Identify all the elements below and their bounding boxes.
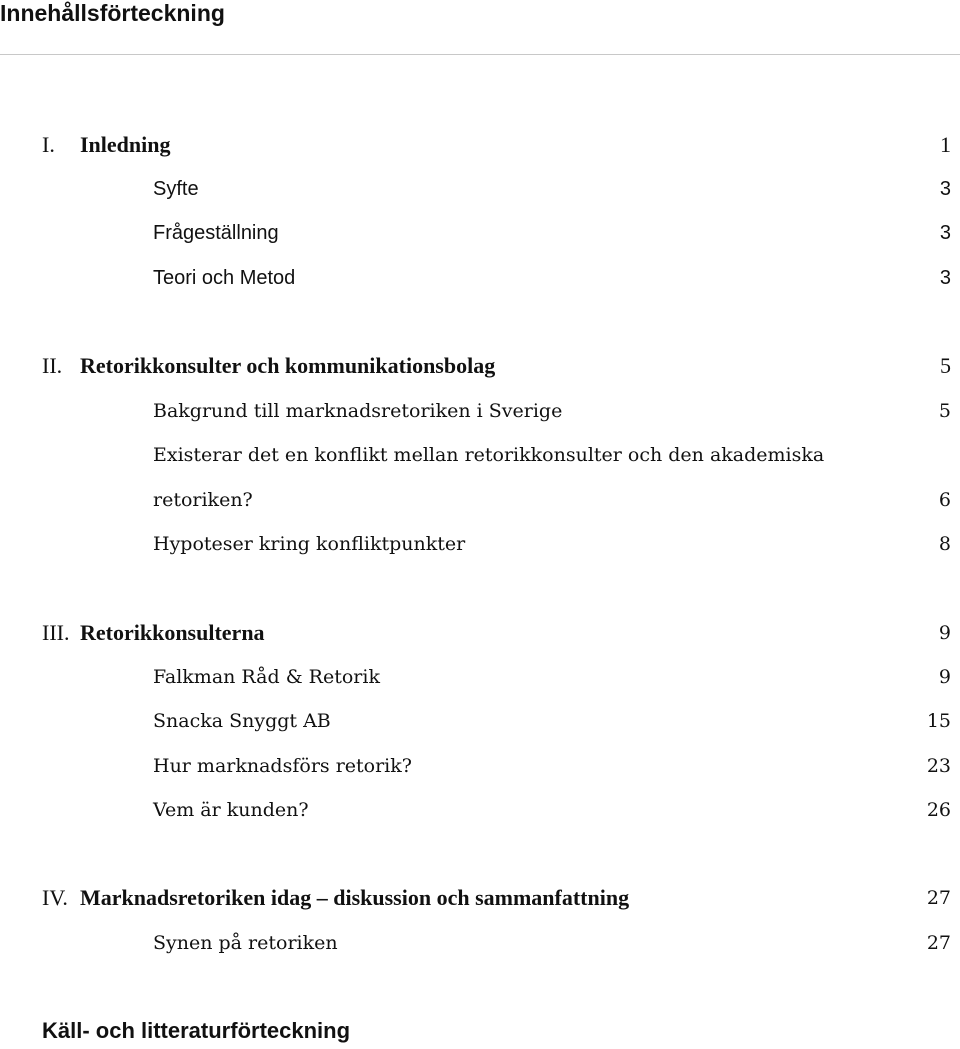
section-title: Retorikkonsulter och kommunikationsbolag (80, 353, 496, 378)
toc-item-falkman[interactable] (0, 662, 960, 692)
page-number: 23 (926, 755, 951, 777)
page-number: 5 (940, 353, 951, 378)
section-title: Retorikkonsulterna (80, 620, 265, 645)
page-number: 27 (926, 932, 951, 954)
toc-item-bakgrund[interactable] (0, 396, 960, 426)
toc-section-4[interactable] (0, 883, 960, 913)
toc-item-synen[interactable] (0, 928, 960, 958)
item-label-continuation: retoriken? (153, 489, 253, 511)
item-label: Snacka Snyggt AB (153, 710, 331, 732)
item-label: Vem är kunden? (153, 799, 309, 821)
toc-section-2[interactable] (0, 351, 960, 381)
section-numeral: II. (42, 353, 63, 378)
page-number: 5 (938, 400, 951, 422)
toc-item-hypoteser[interactable] (0, 529, 960, 559)
toc-item-teori-och-metod[interactable] (0, 263, 960, 293)
toc-item-konflikt[interactable] (0, 440, 960, 470)
section-numeral: III. (42, 620, 70, 645)
page-number: 9 (938, 666, 951, 688)
toc-item-snacka-snyggt[interactable] (0, 706, 960, 736)
toc-section-3[interactable] (0, 618, 960, 648)
toc-item-kunden[interactable] (0, 795, 960, 825)
section-numeral: I. (42, 132, 55, 157)
section-title: Marknadsretoriken idag – diskussion och sammanfattning (80, 885, 630, 910)
toc-item-syfte[interactable] (0, 174, 960, 204)
section-numeral: IV. (42, 885, 68, 910)
item-label: Falkman Råd & Retorik (153, 666, 380, 688)
toc-section-1[interactable] (0, 130, 960, 160)
page-number: 27 (926, 887, 951, 909)
item-label: Teori och Metod (153, 267, 296, 289)
section-title: Inledning (80, 132, 171, 157)
toc-title: Innehållsförteckning (0, 0, 225, 26)
page-number: 26 (926, 799, 951, 821)
item-label: Existerar det en konflikt mellan retorikkonsulter och den akademiska (153, 444, 825, 466)
toc-item-konflikt-continued[interactable] (0, 485, 960, 515)
item-label: Bakgrund till marknadsretoriken i Sverige (153, 400, 563, 422)
page-number: 3 (939, 222, 951, 244)
toc-item-fragestallning[interactable] (0, 218, 960, 248)
item-label: Synen på retoriken (153, 932, 338, 954)
toc-item-marknadsfors[interactable] (0, 751, 960, 781)
item-label: Hypoteser kring konfliktpunkter (153, 533, 466, 555)
page-number: 1 (940, 132, 951, 157)
page-number: 6 (938, 489, 951, 511)
title-divider (0, 54, 960, 55)
item-label: Frågeställning (153, 222, 279, 244)
item-label: Syfte (153, 178, 199, 200)
page-number: 15 (926, 710, 951, 732)
page-number: 3 (939, 178, 951, 200)
item-label: Hur marknadsförs retorik? (153, 755, 412, 777)
page-number: 8 (938, 533, 951, 555)
page-number: 3 (939, 267, 951, 289)
toc-references[interactable]: Käll- och litteraturförteckning (42, 1018, 351, 1043)
page-number: 9 (938, 622, 951, 644)
